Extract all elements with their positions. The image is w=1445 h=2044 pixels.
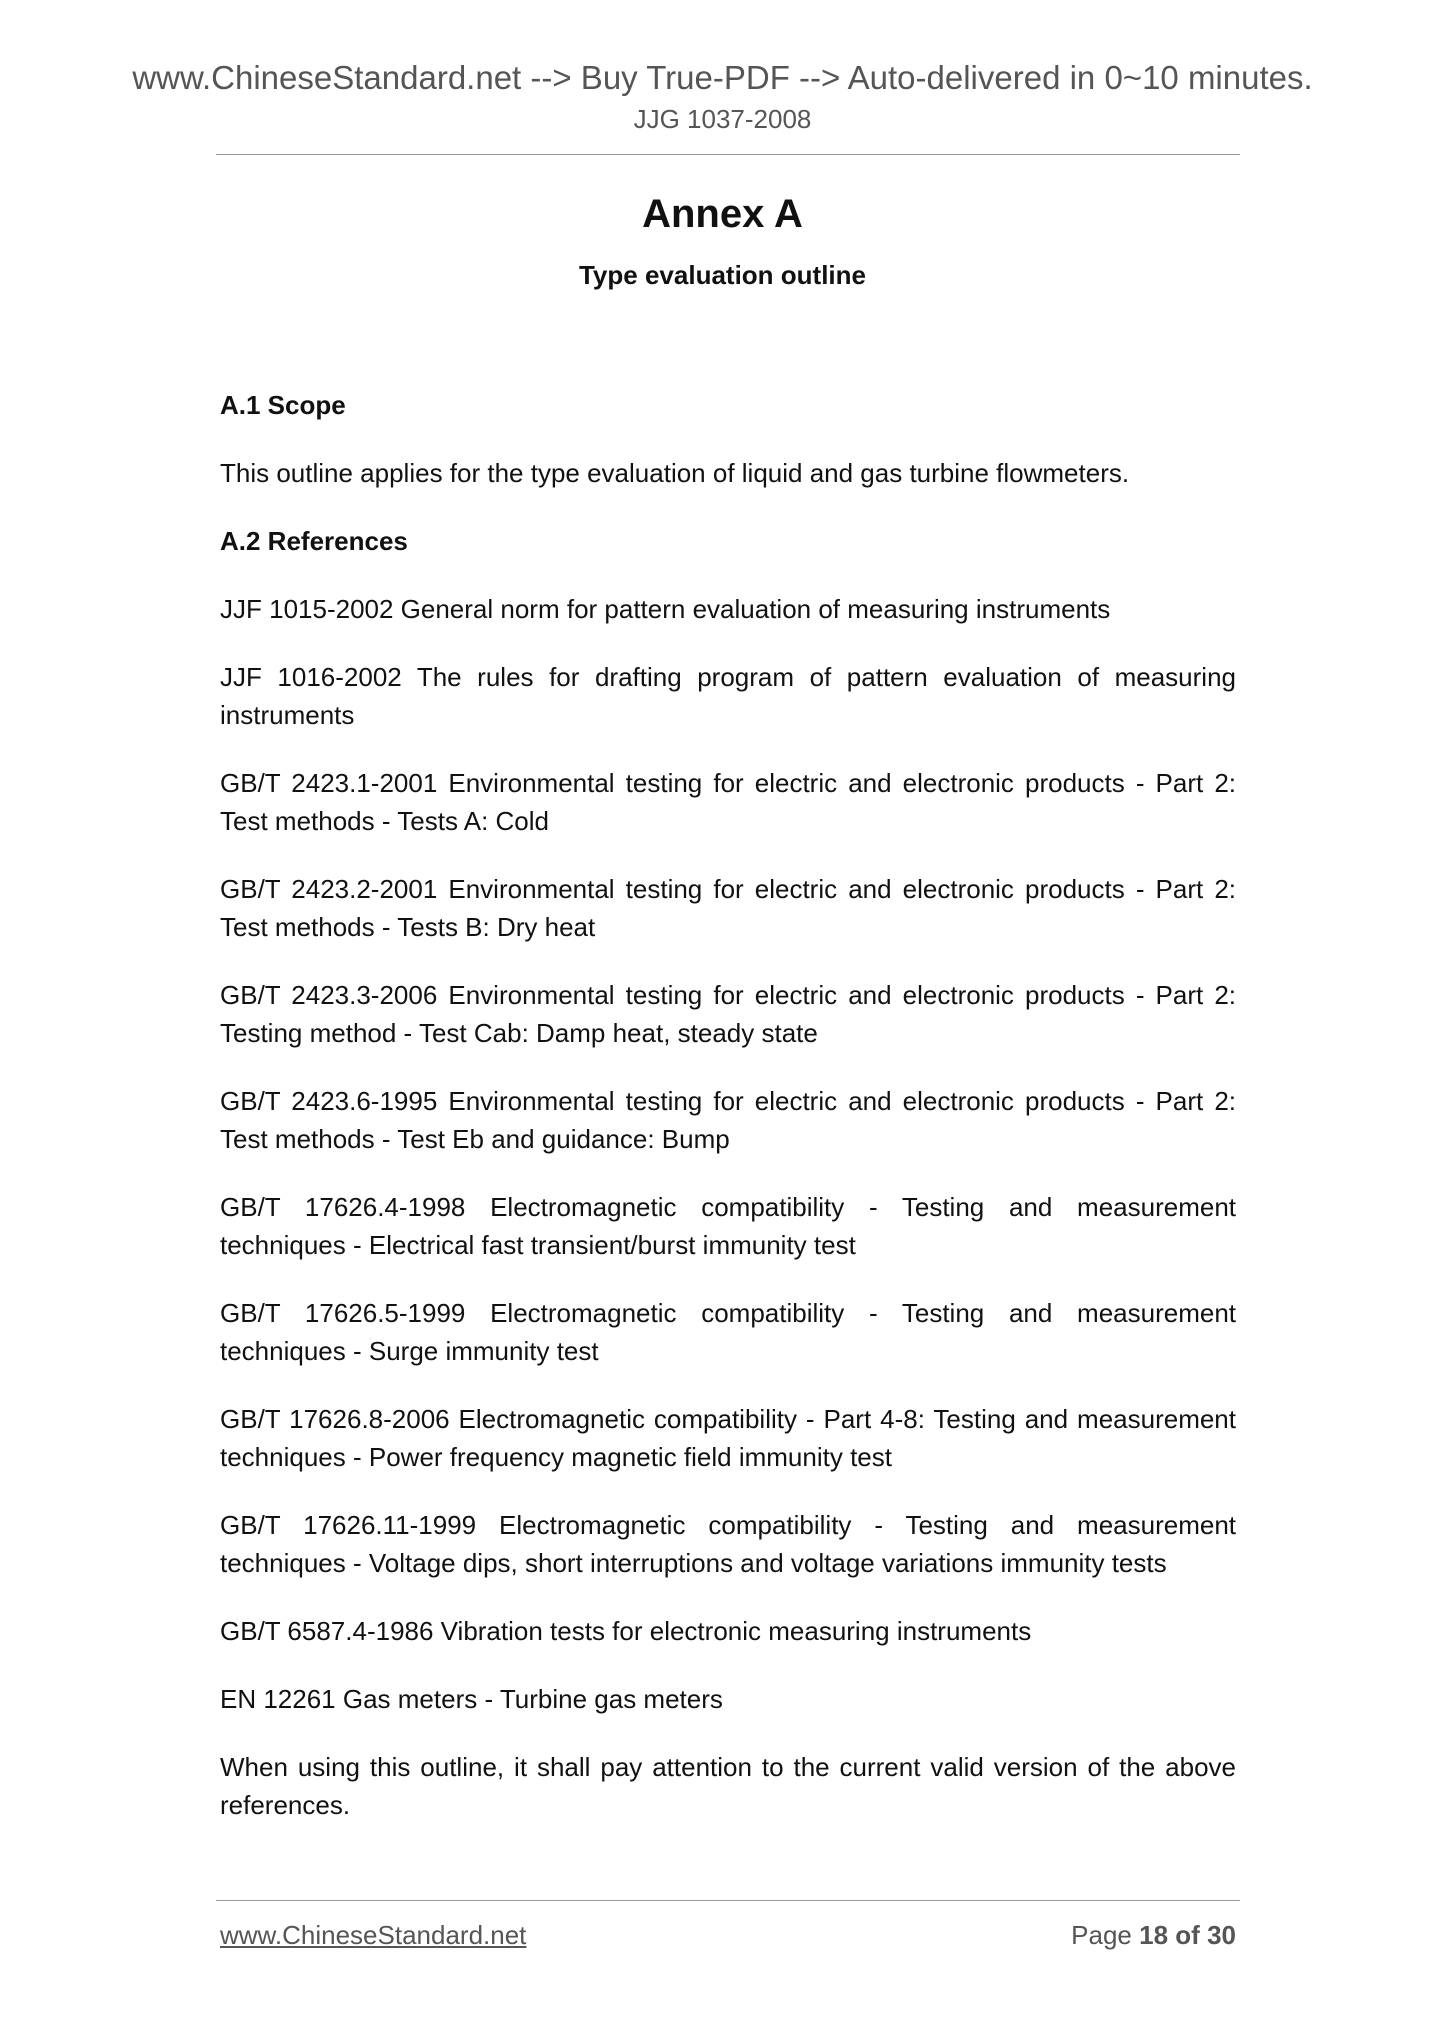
- reference-item: GB/T 2423.2-2001 Environmental testing for electric and electronic products - Part 2: Test methods - Tests B: Dry heat: [220, 874, 1236, 942]
- reference-item: GB/T 17626.11-1999 Electromagnetic compatibility - Testing and measurement techniques - Voltage dips, short interruptions and voltage variations immunity tests: [220, 1510, 1236, 1578]
- reference-item: GB/T 17626.5-1999 Electromagnetic compatibility - Testing and measurement techniques - Surge immunity test: [220, 1298, 1236, 1366]
- references-closing-note: When using this outline, it shall pay attention to the current valid version of the above references.: [220, 1752, 1236, 1820]
- reference-item: JJF 1016-2002 The rules for drafting program of pattern evaluation of measuring instruments: [220, 662, 1236, 730]
- reference-item: GB/T 2423.6-1995 Environmental testing for electric and electronic products - Part 2: Test methods - Test Eb and guidance: Bump: [220, 1086, 1236, 1154]
- page-total: 30: [1207, 1920, 1236, 1950]
- standard-code: JJG 1037-2008: [633, 104, 812, 134]
- annex-subtitle: Type evaluation outline: [578, 260, 866, 290]
- header-banner: www.ChineseStandard.net --> Buy True-PDF --> Auto-delivered in 0~10 minutes.: [132, 59, 1313, 96]
- reference-item: GB/T 2423.3-2006 Environmental testing for electric and electronic products - Part 2: Testing method - Test Cab: Damp heat, steady state: [220, 980, 1236, 1048]
- reference-item: EN 12261 Gas meters - Turbine gas meters: [220, 1684, 723, 1714]
- scope-text: This outline applies for the type evaluation of liquid and gas turbine flowmeters.: [220, 458, 1130, 488]
- reference-item: GB/T 17626.4-1998 Electromagnetic compatibility - Testing and measurement techniques - Electrical fast transient/burst immunity test: [220, 1192, 1236, 1260]
- section-heading-scope: A.1 Scope: [220, 390, 346, 420]
- annex-title-block: [0, 188, 1445, 292]
- footer-site-link[interactable]: www.ChineseStandard.net: [220, 1920, 527, 1950]
- header-divider: [216, 154, 1240, 155]
- page-label: Page: [1071, 1920, 1132, 1950]
- page-number: [1071, 1918, 1236, 1952]
- page-footer: [220, 1918, 1236, 1952]
- footer-divider: [216, 1900, 1240, 1901]
- section-heading-references: A.2 References: [220, 526, 408, 556]
- page-current: 18: [1139, 1920, 1169, 1950]
- reference-item: GB/T 17626.8-2006 Electromagnetic compatibility - Part 4-8: Testing and measurement techniques - Power frequency magnetic field immunity test: [220, 1404, 1236, 1472]
- annex-title: Annex A: [642, 192, 803, 236]
- reference-item: GB/T 6587.4-1986 Vibration tests for electronic measuring instruments: [220, 1616, 1032, 1646]
- page-header: [0, 56, 1445, 136]
- page-of: of: [1175, 1920, 1200, 1950]
- document-body: [220, 386, 1236, 1854]
- reference-item: GB/T 2423.1-2001 Environmental testing for electric and electronic products - Part 2: Test methods - Tests A: Cold: [220, 768, 1236, 836]
- reference-item: JJF 1015-2002 General norm for pattern evaluation of measuring instruments: [220, 594, 1111, 624]
